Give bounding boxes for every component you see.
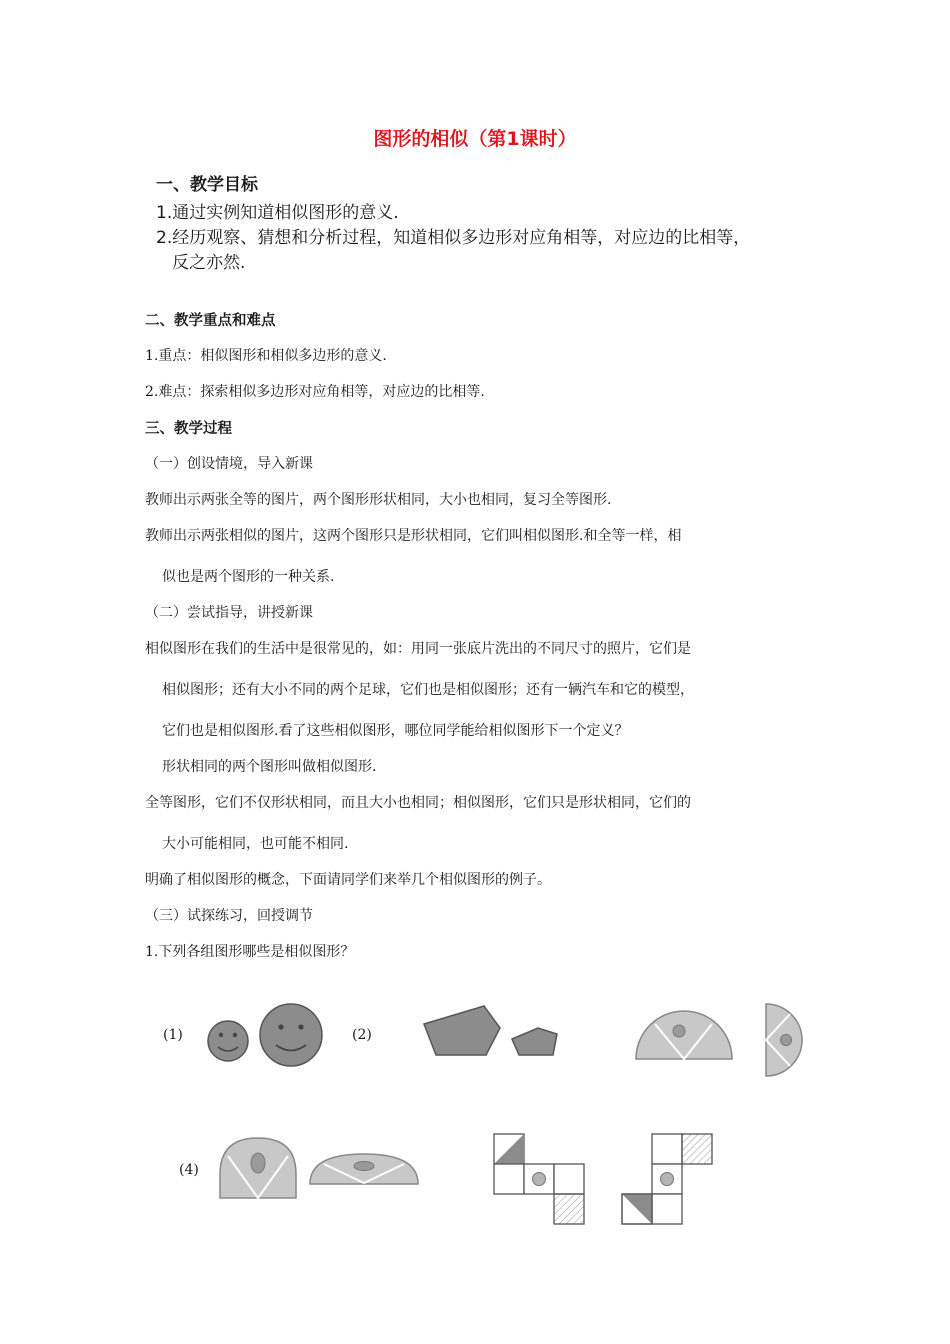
process-line: 大小可能相同，也可能不相同. (162, 836, 349, 852)
section3-heading: 三、教学过程 (145, 421, 232, 437)
process-line: 相似图形；还有大小不同的两个足球，它们也是相似图形；还有一辆汽车和它的模型， (162, 682, 694, 698)
key-point: 1.重点：相似图形和相似多边形的意义. (145, 348, 387, 364)
small-pentagon-shape (512, 1028, 557, 1055)
process-line: 全等图形，它们不仅形状相同，而且大小也相同；相似图形，它们只是形状相同，它们的 (145, 795, 691, 811)
section2-heading: 二、教学重点和难点 (145, 313, 276, 329)
figure-label-1: (1) (163, 1027, 183, 1043)
process-line: 似也是两个图形的一种关系. (162, 569, 335, 585)
figure-label-4: (4) (179, 1162, 199, 1178)
process-line: 教师出示两张全等的图片，两个图形形状相同，大小也相同，复习全等图形. (145, 492, 612, 508)
objective-1: 1.通过实例知道相似图形的意义. (156, 203, 399, 223)
objective-2: 2.经历观察、猜想和分析过程，知道相似多边形对应角相等，对应边的比相等， (156, 228, 751, 248)
objective-2-cont: 反之亦然. (172, 253, 246, 273)
process-line: （三）试探练习，回授调节 (145, 908, 313, 924)
figure-label-2: (2) (352, 1027, 372, 1043)
grid-net-2 (622, 1134, 712, 1224)
exercise-question: 1.下列各组图形哪些是相似图形？ (145, 944, 355, 960)
semicircle-shape-2 (766, 1004, 802, 1076)
process-line: （二）尝试指导，讲授新课 (145, 605, 313, 621)
pentagons-figure (420, 1002, 565, 1062)
process-line: （一）创设情境，导入新课 (145, 456, 313, 472)
process-line: 相似图形在我们的生活中是很常见的，如：用同一张底片洗出的不同尺寸的照片，它们是 (145, 641, 691, 657)
page-title: 图形的相似（第1课时） (373, 128, 577, 150)
smiley-faces-figure (200, 1000, 330, 1075)
process-line: 教师出示两张相似的图片，这两个图形只是形状相同，它们叫相似图形.和全等一样，相 (145, 528, 682, 544)
tall-arch-shape (220, 1138, 296, 1198)
small-smiley-icon (208, 1021, 248, 1061)
difficult-point: 2.难点：探索相似多边形对应角相等，对应边的比相等. (145, 384, 485, 400)
wide-arch-shape (310, 1154, 418, 1184)
section1-heading: 一、教学目标 (156, 175, 258, 195)
semicircles-figure (630, 998, 810, 1078)
large-smiley-icon (260, 1004, 322, 1066)
large-pentagon-shape (424, 1006, 500, 1055)
grid-nets-figure (490, 1130, 720, 1230)
semicircle-shape-1 (636, 1011, 732, 1059)
grid-net-1 (494, 1134, 584, 1224)
arch-shapes-figure (218, 1136, 423, 1201)
process-line: 它们也是相似图形.看了这些相似图形，哪位同学能给相似图形下一个定义？ (162, 723, 629, 739)
process-line: 形状相同的两个图形叫做相似图形. (162, 759, 377, 775)
process-line: 明确了相似图形的概念，下面请同学们来举几个相似图形的例子。 (145, 872, 551, 888)
